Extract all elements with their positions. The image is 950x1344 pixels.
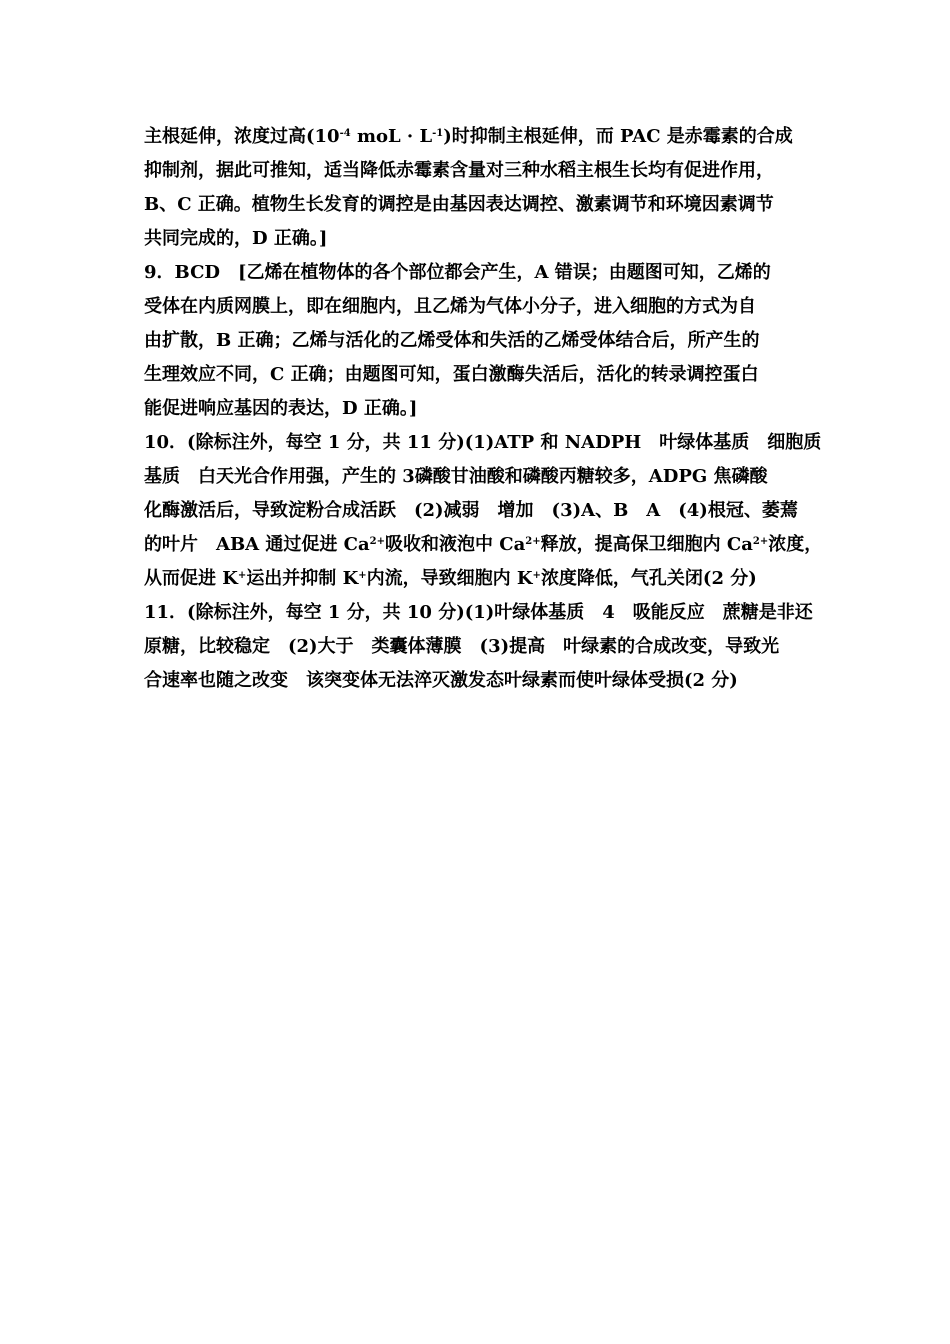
q11-line-3: 合速率也随之改变 该突变体无法淬灭激发态叶绿素而使叶绿体受损(2 分) [144,670,738,691]
q9-line-4: 生理效应不同，C 正确；由题图可知，蛋白激酶失活后，活化的转录调控蛋白 [144,364,759,385]
q9-line-2: 受体在内质网膜上，即在细胞内，且乙烯为气体小分子，进入细胞的方式为自 [144,296,756,317]
superscript: + [532,570,541,581]
q10-line-2: 基质 白天光合作用强，产生的 3磷酸甘油酸和磷酸丙糖较多，ADPG 焦磷酸 [144,466,768,487]
q8-line-1 [144,120,816,154]
superscript: 2+ [525,536,541,547]
q10-text: 内流，导致细胞内 K [366,568,533,589]
q8-text: )时抑制主根延伸，而 PAC 是赤霉素的合成 [443,126,793,147]
q8-line-2: 抑制剂，据此可推知，适当降低赤霉素含量对三种水稻主根生长均有促进作用， [144,160,774,181]
q10-text: 从而促进 K [144,568,238,589]
q10-text: 浓度， [768,534,823,555]
q10-line-4 [144,528,823,562]
superscript: -4 [339,128,351,139]
q10-text: 吸收和液泡中 Ca [385,534,526,555]
q8-text: 主根延伸，浓度过高(10 [144,126,340,147]
q10-text: 浓度降低，气孔关闭(2 分) [540,568,757,589]
superscript: + [237,570,247,581]
q10-text: 运出并抑制 K [246,568,359,589]
q10-line-1: 10．(除标注外，每空 1 分，共 11 分)(1)ATP 和 NADPH 叶绿体基质 细胞质 [144,432,822,453]
q11-line-1: 11．(除标注外，每空 1 分，共 10 分)(1)叶绿体基质 4 吸能反应 蔗糖是非还 [144,602,813,623]
q10-line-5 [144,562,816,596]
superscript: + [358,570,367,581]
q10-text: 释放，提高保卫细胞内 Ca [540,534,753,555]
q10-text: 的叶片 ABA 通过促进 Ca [144,534,370,555]
q11-line-2: 原糖，比较稳定 (2)大于 类囊体薄膜 (3)提高 叶绿素的合成改变，导致光 [144,636,780,657]
superscript: 2+ [752,536,769,547]
q8-line-4: 共同完成的，D 正确。] [144,228,328,249]
q9-line-1: 9．BCD [乙烯在植物体的各个部位都会产生，A 错误；由题图可知，乙烯的 [144,262,771,283]
superscript: 2+ [369,536,386,547]
q9-line-5: 能促进响应基因的表达，D 正确。] [144,398,418,419]
q10-line-3: 化酶激活后，导致淀粉合成活跃 (2)减弱 增加 (3)A、B A (4)根冠、萎蔫 [144,500,798,521]
q9-line-3: 由扩散，B 正确；乙烯与活化的乙烯受体和失活的乙烯受体结合后，所产生的 [144,330,760,351]
q8-line-3: B、C 正确。植物生长发育的调控是由基因表达调控、激素调节和环境因素调节 [144,194,774,215]
superscript: -1 [432,128,444,139]
q8-text: moL · L [350,126,433,147]
